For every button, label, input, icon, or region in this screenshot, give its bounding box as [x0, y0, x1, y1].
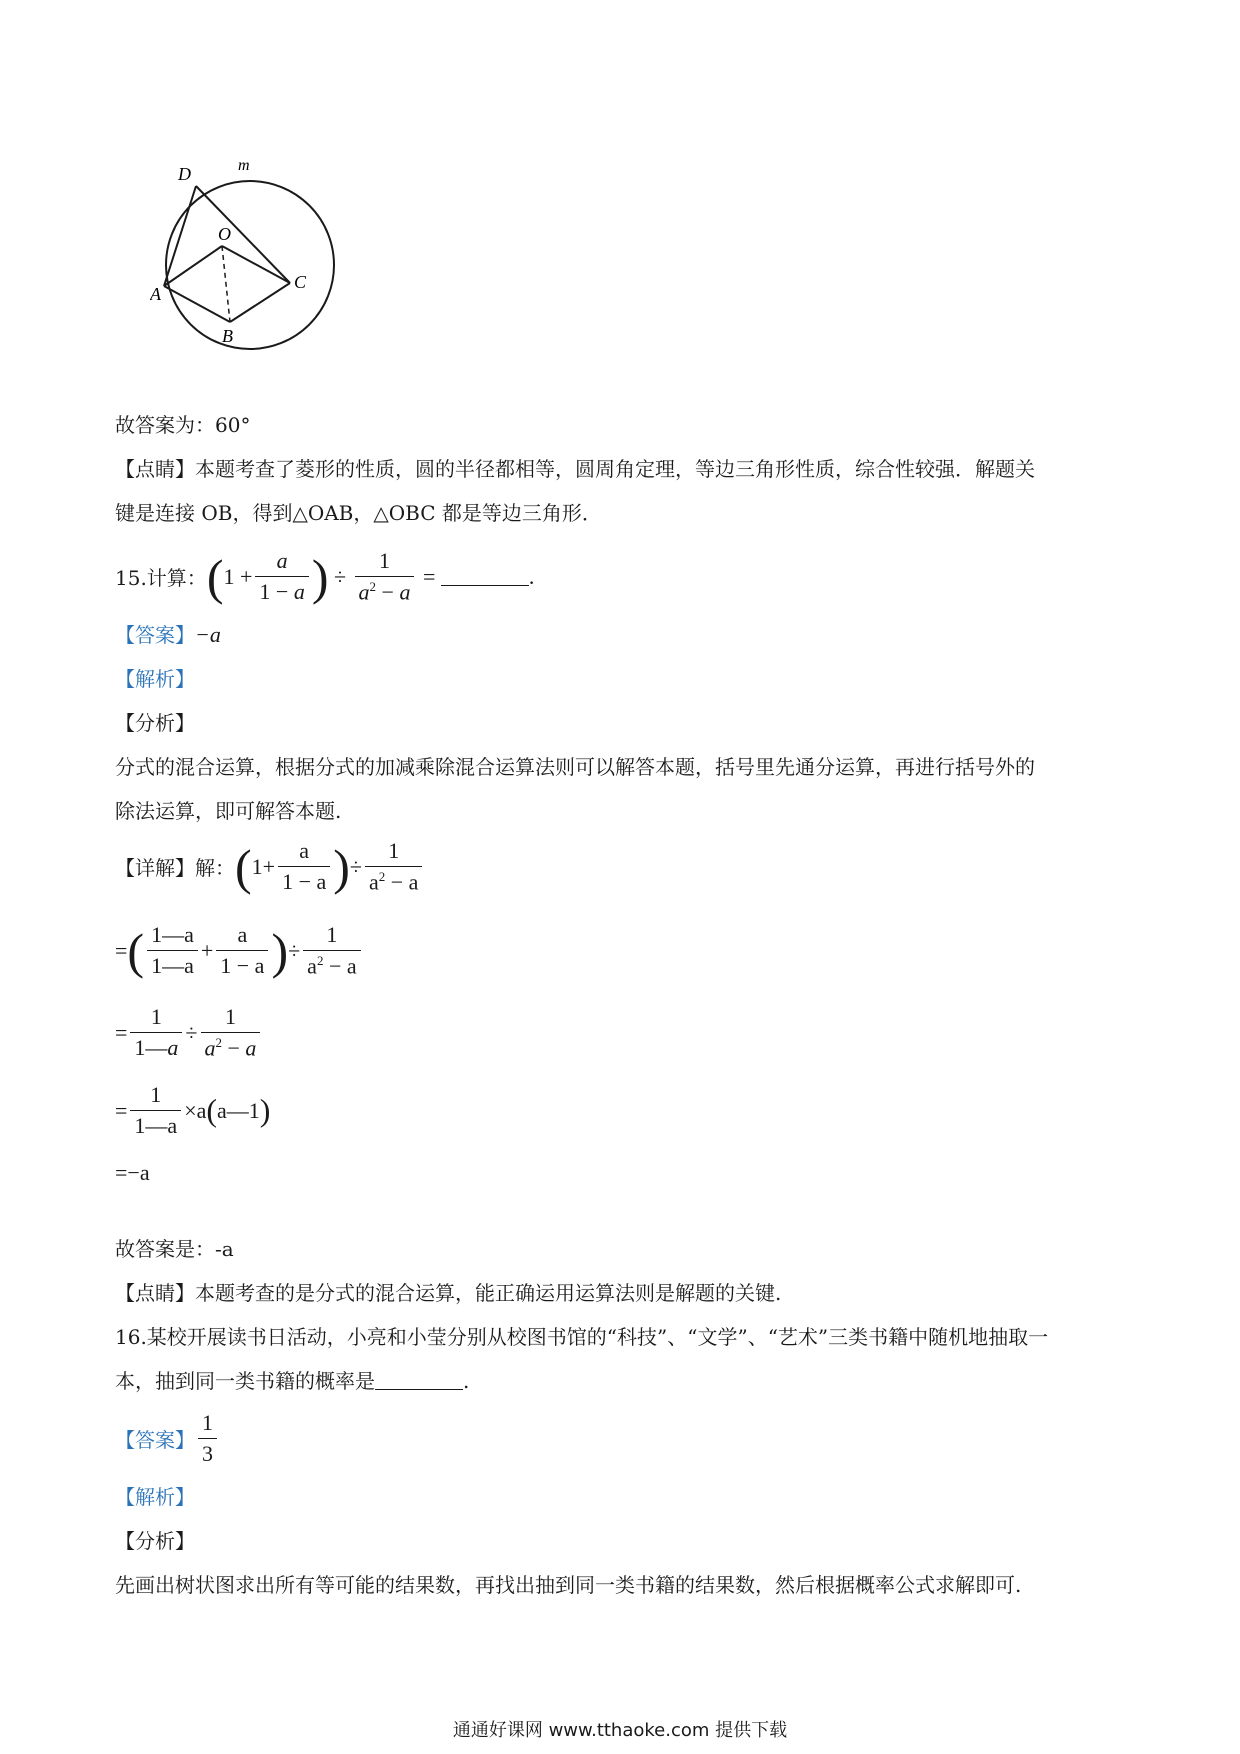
segment-oc: [222, 246, 290, 283]
q16-text: 本，抽到同一类书籍的概率是: [115, 1369, 375, 1393]
xiangjie-tag: 【详解】解：: [115, 856, 235, 881]
answer-numerator: 1: [202, 1410, 213, 1435]
page-footer: 通通好课网 www.tthaoke.com 提供下载: [452, 1720, 788, 1741]
q15-fenxi-line-2: 除法运算，即可解答本题.: [115, 799, 342, 823]
q15-fenxi-line-1: 分式的混合运算，根据分式的加减乘除混合运算法则可以解答本题，括号里先通分运算，再进行括号外的: [115, 755, 1035, 779]
circle-geometry-figure: [150, 160, 350, 380]
label-b: B: [222, 326, 233, 346]
q14-dianjing-line-2: 键是连接 OB，得到△OAB，△OBC 都是等边三角形．: [115, 501, 602, 525]
answer-blank: [441, 567, 529, 586]
right-paren: ): [311, 548, 329, 605]
q16-answer: [115, 1410, 220, 1467]
segment-ob-dashed: [222, 246, 230, 322]
answer-tag: 【答案】: [115, 1428, 195, 1452]
q15-step-5: =−a: [115, 1160, 150, 1185]
label-a: A: [150, 284, 161, 304]
q16-line-1: 16.某校开展读书日活动，小亮和小莹分别从校图书馆的“科技”、“文学”、“艺术”三类书籍中随机地抽取一: [115, 1325, 1049, 1349]
dianjing-text: 本题考查的是分式的混合运算，能正确运用运算法则是解题的关键.: [195, 1281, 782, 1305]
fraction: $\frac{a}{1 - a}$: [255, 548, 308, 605]
label-m: m: [238, 160, 250, 174]
dianjing-tag: 【点睛】: [115, 1281, 195, 1305]
answer-blank: [375, 1371, 463, 1390]
q15-prompt: 15.计算： ( 1 + $\frac{a}{1 - a}$ ) ÷ $\frac{1}{a^2 - a}$ = .: [115, 548, 535, 605]
q15-prompt-label: 15.计算：: [115, 566, 207, 591]
q15-final: 故答案是：-a: [115, 1237, 234, 1261]
dianjing-tag: 【点睛】: [115, 457, 195, 481]
segment-bc: [230, 283, 290, 322]
q15-step-2: = ( $\frac{1—a}{1—a}$ + $\frac{a}{1 - a}$ ) ÷ $\frac{1}{a^2 - a}$: [115, 922, 364, 979]
segment-oa: [164, 246, 222, 286]
segment-ab: [164, 286, 230, 322]
fraction: $\frac{1}{a^2 - a}$: [355, 548, 415, 605]
q15-step-4: = $\frac{1}{1—a}$ ×a ( a—1 ): [115, 1082, 271, 1138]
q15-jiexi-tag: 【解析】: [115, 667, 195, 691]
segment-dc: [196, 186, 290, 283]
q16-fenxi-tag: 【分析】: [115, 1529, 195, 1553]
q14-dianjing-line-1: [115, 454, 1035, 484]
label-o: O: [218, 224, 231, 244]
left-paren: (: [206, 548, 224, 605]
answer-tag: 【答案】: [115, 623, 195, 647]
answer-denominator: 3: [198, 1438, 217, 1467]
q15-step-3: = $\frac{1}{1—a}$ ÷ $\frac{1}{a^2 - a}$: [115, 1004, 263, 1061]
label-d: D: [178, 164, 191, 184]
label-c: C: [294, 272, 307, 292]
circle: [166, 181, 334, 349]
q16-fenxi-text: 先画出树状图求出所有等可能的结果数，再找出抽到同一类书籍的结果数，然后根据概率公式求解即可.: [115, 1573, 1022, 1597]
q15-fenxi-tag: 【分析】: [115, 711, 195, 735]
segment-da: [164, 186, 196, 286]
q15-step-1: 【详解】解： ( 1+ $\frac{a}{1 - a}$ ) ÷ $\frac{1}{a^2 - a}$: [115, 838, 425, 895]
dianjing-text: 本题考查了菱形的性质，圆的半径都相等，圆周角定理，等边三角形性质，综合性较强．解题关: [195, 457, 1035, 481]
q16-line-2: [115, 1366, 469, 1396]
q15-answer: [115, 620, 221, 650]
q16-period: .: [463, 1369, 470, 1393]
answer-fraction: [198, 1410, 217, 1467]
q15-dianjing: [115, 1278, 781, 1308]
q16-jiexi-tag: 【解析】: [115, 1485, 195, 1509]
answer-value: −a: [195, 622, 221, 647]
q14-answer-line: 故答案为：60°: [115, 413, 251, 437]
